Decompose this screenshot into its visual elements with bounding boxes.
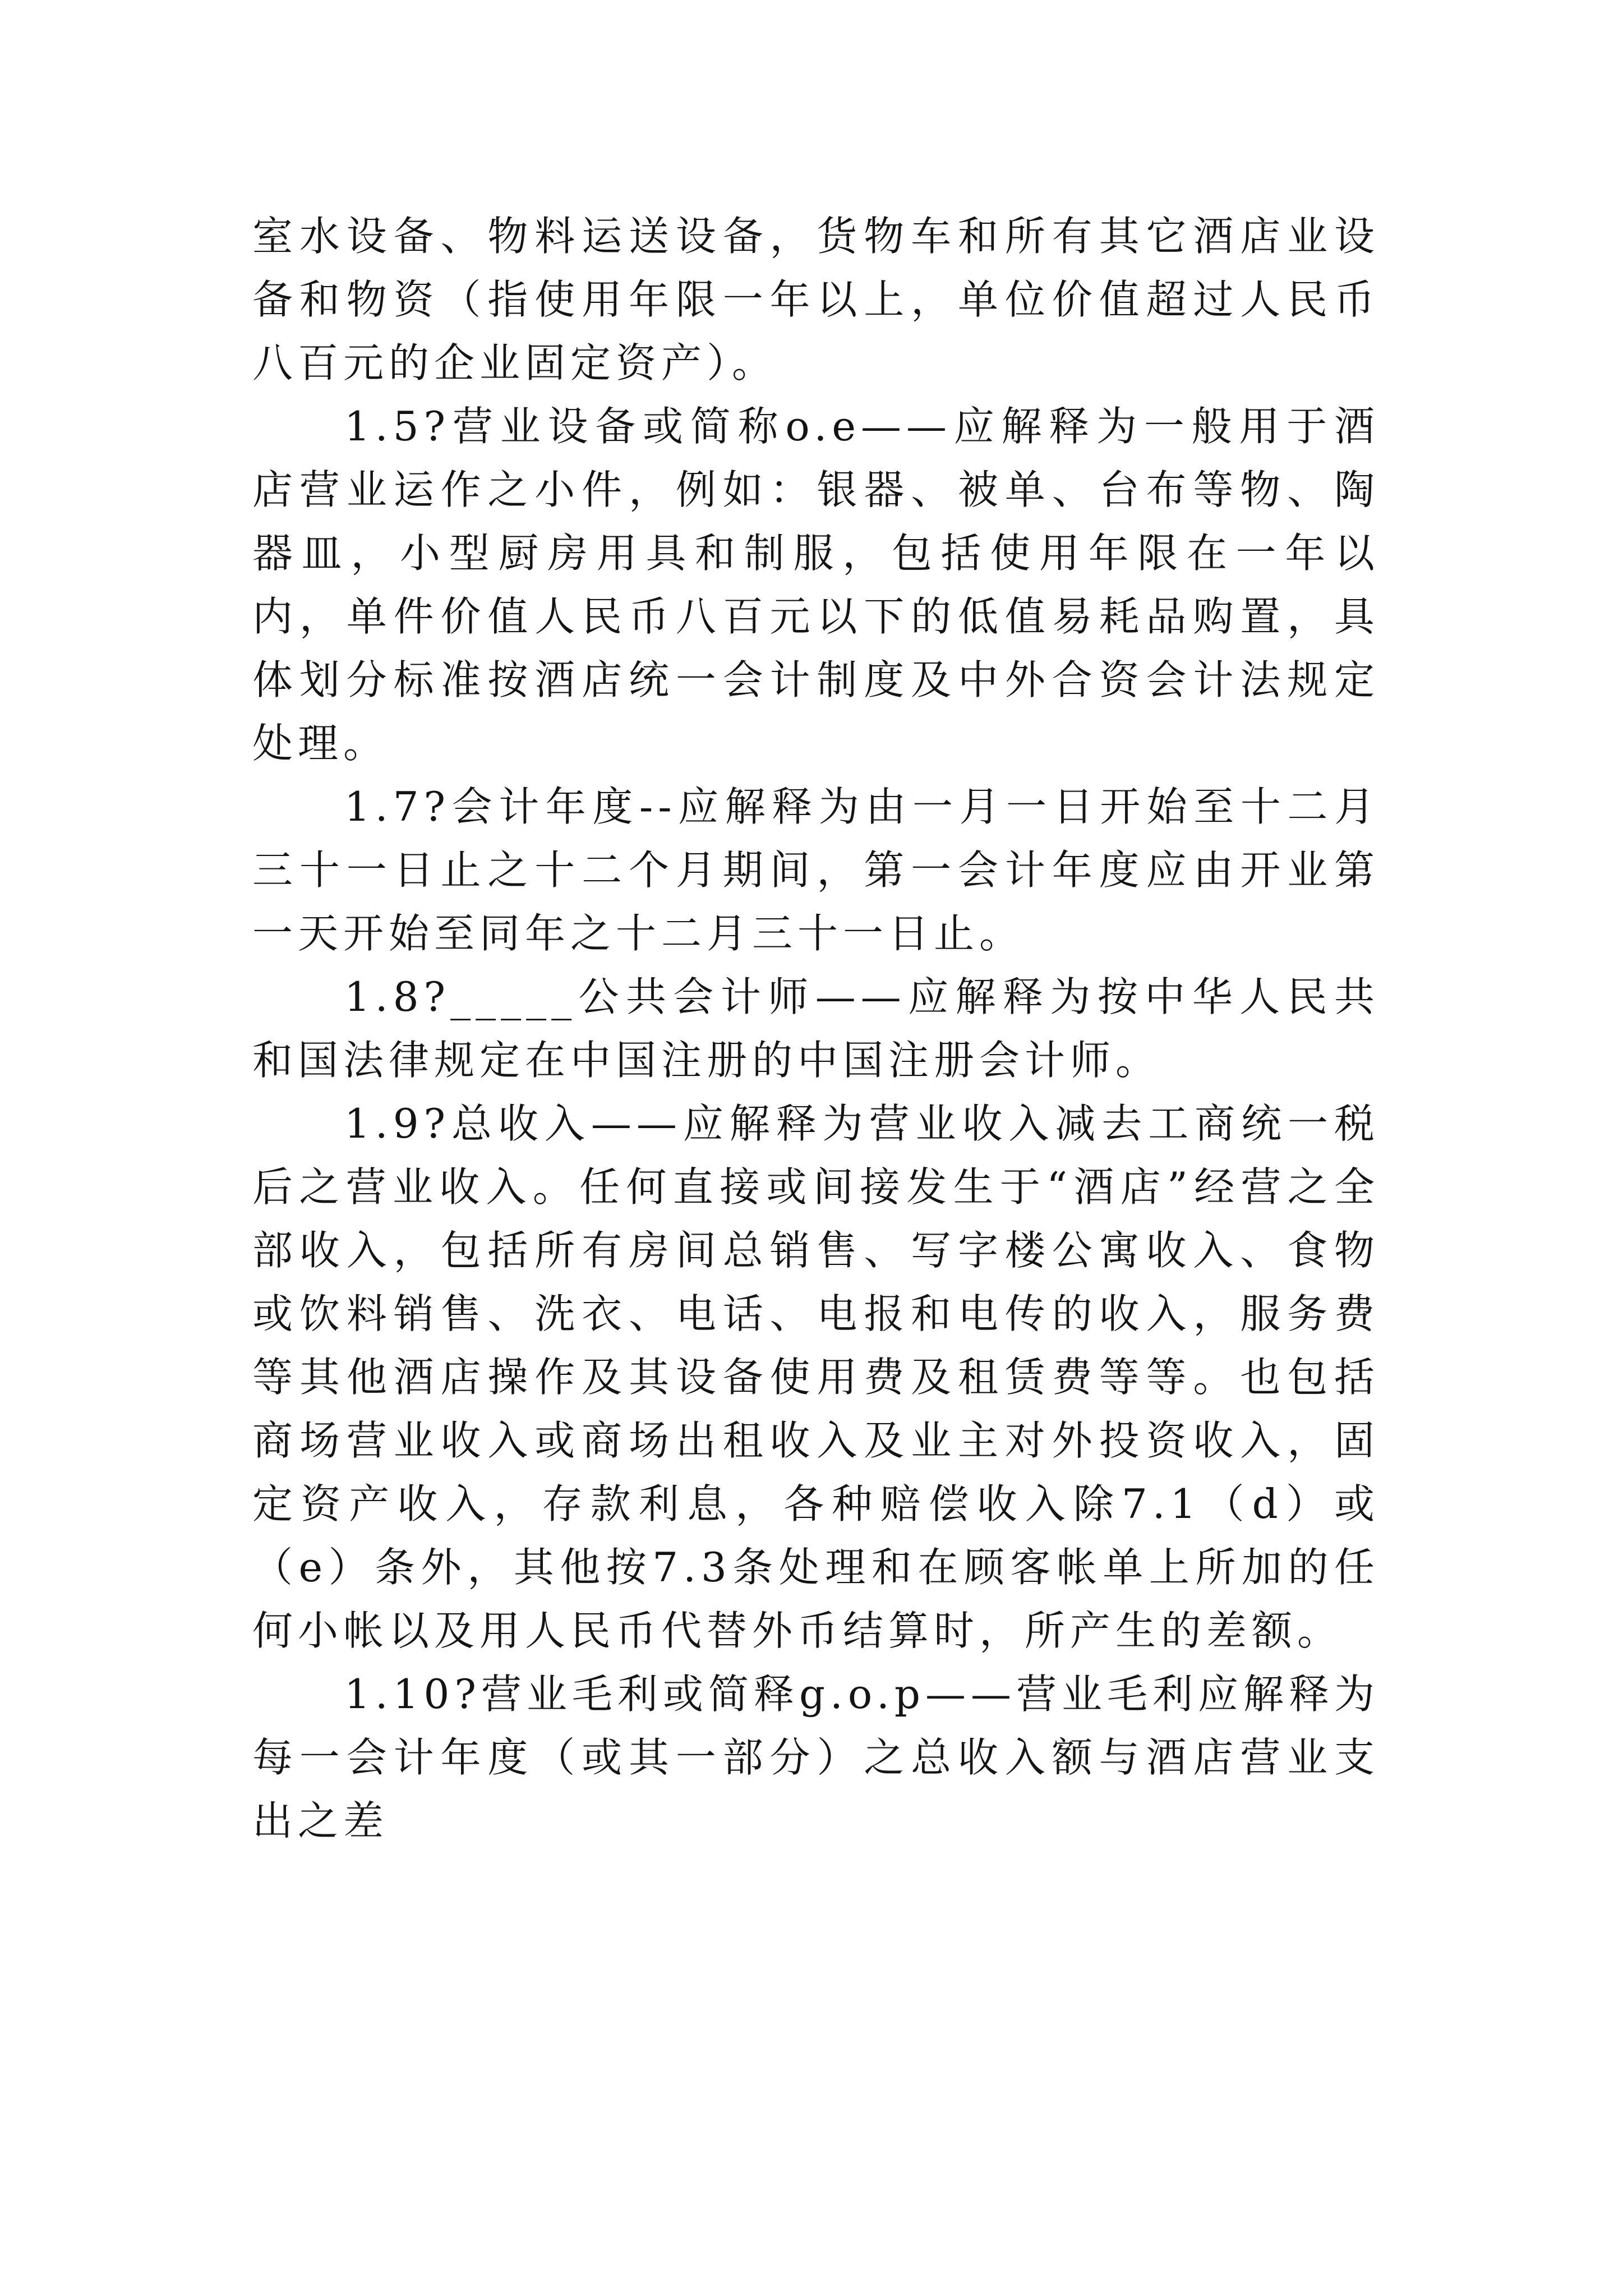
paragraph-1-10-gross-operating-profit: 1.10?营业毛利或简释g.o.p——营业毛利应解释为每一会计年度（或其一部分）之总收入额与酒店营业支出之差	[252, 1671, 1380, 1844]
document-body	[252, 205, 1380, 1853]
paragraph-1-9-gross-revenue: 1.9?总收入——应解释为营业收入减去工商统一税后之营业收入。任何直接或间接发生于“酒店”经营之全部收入，包括所有房间总销售、写字楼公寓收入、食物或饮料销售、洗衣、电话、电报和电传的收入，服务费等其他酒店操作及其设备使用费及租赁费等等。也包括商场营业收入或商场出租收入及业主对外投资收入，固定资产收入，存款利息，各种赔偿收入除7.1（d）或（e）条外，其他按7.3条处理和在顾客帐单上所加的任何小帐以及用人民币代替外币结算时，所产生的差额。	[252, 1100, 1380, 1654]
paragraph-1-7-fiscal-year: 1.7?会计年度--应解释为由一月一日开始至十二月三十一日止之十二个月期间，第一会计年度应由开业第一天开始至同年之十二月三十一日止。	[252, 783, 1380, 957]
paragraph-1-5-operating-equipment: 1.5?营业设备或简称o.e——应解释为一般用于酒店营业运作之小件，例如：银器、被单、台布等物、陶器皿，小型厨房用具和制服，包括使用年限在一年以内，单件价值人民币八百元以下的低值易耗品购置，具体划分标准按酒店统一会计制度及中外合资会计法规定处理。	[252, 403, 1380, 767]
paragraph-1-8-public-accountant: 1.8?_____公共会计师——应解释为按中华人民共和国法律规定在中国注册的中国注册会计师。	[252, 973, 1380, 1084]
paragraph-continued: 室水设备、物料运送设备，货物车和所有其它酒店业设备和物资（指使用年限一年以上，单位价值超过人民币八百元的企业固定资产）。	[252, 213, 1380, 386]
